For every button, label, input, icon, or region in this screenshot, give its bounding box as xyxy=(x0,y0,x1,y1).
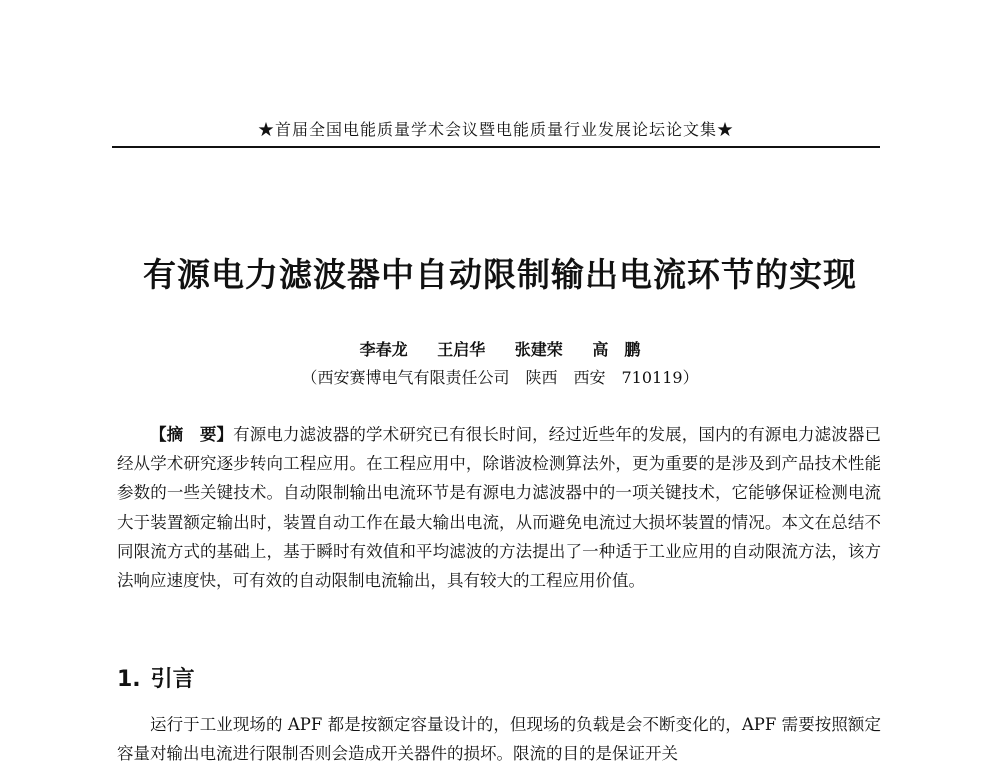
running-header: ★首届全国电能质量学术会议暨电能质量行业发展论坛论文集★ xyxy=(257,120,734,139)
affiliation-province: 陕西 xyxy=(525,368,558,387)
author-name: 李春龙 xyxy=(359,340,408,359)
author-name: 张建荣 xyxy=(514,340,563,359)
abstract-label: 【摘 要】 xyxy=(150,425,234,444)
abstract-text: 有源电力滤波器的学术研究已有很长时间，经过近些年的发展，国内的有源电力滤波器已经从学术研究逐步转向工程应用。在工程应用中，除谐波检测算法外，更为重要的是涉及到产品技术性能参数的一些关键技术。自动限制输出电流环节是有源电力滤波器中的一项关键技术，它能够保证检测电流大于装置额定输出时，装置自动工作在最大输出电流，从而避免电流过大损坏装置的情况。本文在总结不同限流方式的基础上，基于瞬时有效值和平均滤波的方法提出了一种适于工业应用的自动限流方法，该方法响应速度快，可有效的自动限制电流输出，具有较大的工程应用价值。 xyxy=(117,425,882,591)
section-number: 1. xyxy=(117,667,141,692)
affiliation-city: 西安 xyxy=(573,368,606,387)
affiliation-postcode: 710119 xyxy=(621,368,683,387)
section-title: 引言 xyxy=(150,667,195,692)
affiliation-org: 西安赛博电气有限责任公司 xyxy=(317,368,510,387)
affiliation xyxy=(100,366,900,390)
author-name: 王启华 xyxy=(437,340,486,359)
header-rule xyxy=(112,146,880,148)
paper-title: 有源电力滤波器中自动限制输出电流环节的实现 xyxy=(143,255,857,294)
affiliation-open-paren: （ xyxy=(301,368,318,387)
section-heading xyxy=(117,664,195,696)
abstract-paragraph xyxy=(117,420,881,595)
body-paragraph: 运行于工业现场的 APF 都是按额定容量设计的，但现场的负载是会不断变化的，APF 需要按照额定容量对输出电流进行限制否则会造成开关器件的损坏。限流的目的是保证开关 xyxy=(117,715,881,763)
affiliation-close-paren: ） xyxy=(682,368,699,387)
author-name: 高 鹏 xyxy=(592,340,641,359)
author-list xyxy=(100,338,900,362)
